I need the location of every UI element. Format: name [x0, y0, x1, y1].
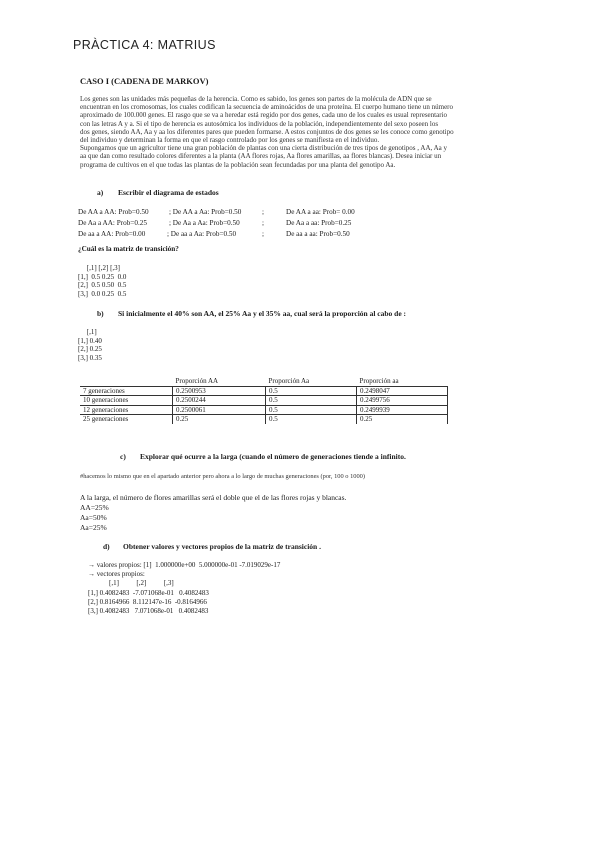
- table-header: Proporción aa: [359, 377, 399, 385]
- proportion-line: Aa=25%: [80, 523, 107, 532]
- table-cell: 0.2499939: [357, 405, 448, 415]
- transition-cell: ; De AA a Aa: Prob=0.50: [169, 208, 242, 216]
- eigen-line: [2,] 0.8164966 8.112147e-16 -0.8164966: [88, 597, 207, 606]
- table-cell: 0.25: [173, 415, 266, 424]
- intro-line: dos genes, siendo AA, Aa y aa los diferentes pares que pueden formarse. A estos conjuntos de dos genes se les conoce como genotipo: [80, 127, 454, 136]
- matrix-line: [2,] 0.5 0.50 0.5: [78, 281, 127, 290]
- eigen-line: [3,] 0.4082483 7.071068e-01 0.4082483: [88, 607, 209, 616]
- initial-vector: [78, 328, 102, 362]
- table-cell: 0.5: [266, 415, 357, 424]
- table-cell: 25 generaciones: [80, 415, 173, 424]
- matrix-line: [1,] 0.5 0.25 0.0: [78, 272, 127, 281]
- table-cell: 0.2500061: [173, 405, 266, 415]
- table-row: [80, 405, 448, 415]
- intro-line: Los genes son las unidades más pequeñas de la herencia. Como es sabido, los genes son partes de la molécula de ADN que se: [80, 95, 432, 103]
- table-cell: 0.2498047: [357, 386, 448, 396]
- intro-line: con las letras A y a. Si el tipo de herencia es autosómica los individuos de la población, independientemente del sexo poseen los: [80, 119, 439, 128]
- table-cell: 0.5: [266, 386, 357, 396]
- transition-cell: De AA a AA: Prob=0.50: [78, 208, 149, 216]
- page-title: PRÀCTICA 4: MATRIUS: [73, 38, 216, 52]
- table-cell: 0.25: [357, 415, 448, 424]
- transition-cell: De aa a AA: Prob=0.00: [78, 230, 146, 238]
- c-conclusion: A la larga, el número de flores amarillas será el doble que el de las flores rojas y blancas.: [80, 493, 347, 502]
- table-cell: 10 generaciones: [80, 396, 173, 406]
- eigen-line: [1,] 0.4082483 -7.071068e-01 0.4082483: [88, 588, 209, 597]
- table-header: Proporción AA: [175, 377, 219, 385]
- table-row: [80, 396, 448, 406]
- section-c-letter: c): [120, 452, 126, 461]
- intro-line: programa de cultivos en el que todas las plantas de la población sean fecundadas por una planta del genotipo Aa.: [80, 160, 396, 169]
- intro-line: Supongamos que un agricultor tiene una gran población de plantas con una cierta distribución de tres tipos de genotipos , AA, Aa y: [80, 144, 448, 153]
- table-row: [80, 415, 448, 424]
- intro-line: del individuo y determinan la forma en que el rasgo controlado por los genes se manifiesta en el individuo.: [80, 136, 380, 145]
- intro-paragraph: [80, 95, 530, 169]
- eigen-line: [,1] [,2] [,3]: [88, 579, 174, 588]
- eigen-output: [88, 561, 280, 616]
- proportions-table: [80, 377, 448, 424]
- table-header: [80, 377, 173, 386]
- section-a-heading: Escribir el diagrama de estados: [118, 188, 219, 197]
- table-cell: 0.2500244: [173, 396, 266, 406]
- transition-cell: ; De Aa a Aa: Prob=0.50: [169, 219, 240, 227]
- transition-cell: ; De aa a Aa: Prob=0.50: [167, 230, 237, 238]
- table-row: [80, 386, 448, 396]
- transition-cell: ;: [262, 230, 264, 238]
- table-cell: 0.2499756: [357, 396, 448, 406]
- table-cell: 12 generaciones: [80, 405, 173, 415]
- vector-line: [2,] 0.25: [78, 345, 102, 354]
- vector-line: [,1]: [78, 328, 97, 336]
- matrix-line: [,1] [,2] [,3]: [78, 264, 120, 272]
- c-note: #hacemos lo mismo que en el apartado anterior pero ahora a lo largo de muchas generaciones (por, 100 o 1000): [80, 473, 365, 480]
- transition-matrix: [78, 264, 126, 298]
- matrix-line: [3,] 0.0 0.25 0.5: [78, 289, 127, 298]
- intro-line: aa que dan como resultado colores diferentes a la planta (AA flores rojas, Aa flores amarillas, aa flores blancas). Desea iniciar un: [80, 152, 442, 161]
- c-proportions: [80, 503, 109, 533]
- section-a-letter: a): [97, 188, 104, 197]
- section-c-heading: Explorar qué ocurre a la larga (cuando el número de generaciones tiende a infinito.: [140, 452, 406, 461]
- transition-cell: De Aa a AA: Prob=0.25: [78, 219, 147, 227]
- table-header-row: [80, 377, 448, 386]
- vector-line: [1,] 0.40: [78, 336, 102, 345]
- vector-line: [3,] 0.35: [78, 353, 102, 362]
- transition-cell: ;: [262, 208, 264, 216]
- section-b-letter: b): [97, 309, 104, 318]
- section-b-heading: Si inicialmente el 40% son AA, el 25% Aa y el 35% aa, cual será la proporción al cabo de :: [118, 309, 407, 318]
- table-cell: 0.5: [266, 396, 357, 406]
- section-d-letter: d): [103, 542, 110, 551]
- transition-cell: ;: [262, 219, 264, 227]
- intro-line: encuentran en los cromosomas, los cuales codifican la secuencia de aminoácidos de una proteína. El cuerpo humano tiene un número: [80, 103, 454, 112]
- transition-cell: De AA a aa: Prob= 0.00: [286, 208, 355, 216]
- table-cell: 7 generaciones: [80, 386, 173, 396]
- case-title: CASO I (CADENA DE MARKOV): [80, 76, 209, 86]
- table-cell: 0.5: [266, 405, 357, 415]
- transition-cell: De aa a aa: Prob=0.50: [286, 230, 350, 238]
- table-cell: 0.2500953: [173, 386, 266, 396]
- transition-cell: De Aa a aa: Prob=0.25: [286, 219, 352, 227]
- eigen-line: → vectores propios:: [88, 570, 145, 579]
- eigen-line: → valores propios: [1] 1.000000e+00 5.000000e-01 -7.019029e-17: [88, 561, 281, 569]
- section-d-heading: Obtener valores y vectores propios de la matriz de transición .: [123, 542, 321, 551]
- proportion-line: AA=25%: [80, 503, 109, 512]
- matrix-question: ¿Cuál es la matriz de transición?: [78, 245, 179, 253]
- table-header: Proporción Aa: [268, 377, 310, 385]
- proportion-line: Aa=50%: [80, 513, 107, 522]
- intro-line: aproximado de 100.000 genes. El rasgo que se va a heredar está regido por dos genes, cada uno de los cuales es usual representario: [80, 111, 447, 120]
